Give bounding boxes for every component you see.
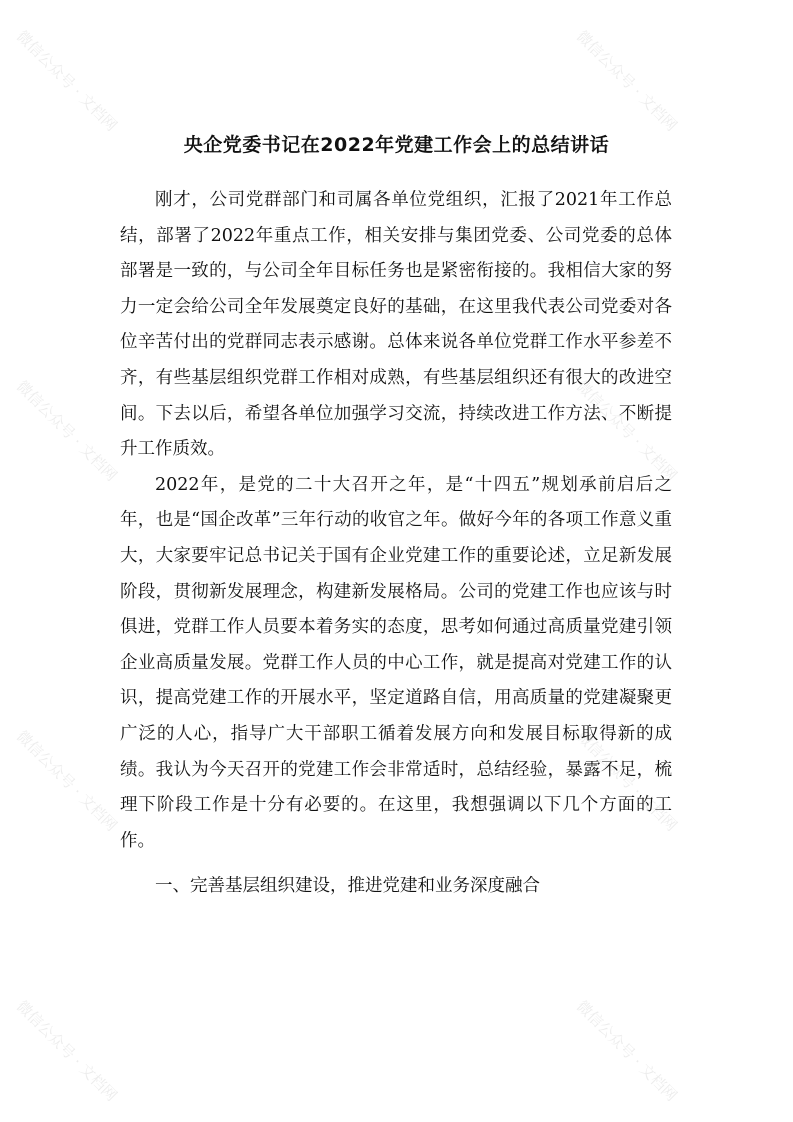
watermark: 微信公众号 · 文档网	[572, 997, 681, 1105]
document-body	[120, 183, 672, 905]
body-paragraph: 2022年，是党的二十大召开之年，是“十四五”规划承前启后之年，也是“国企改革”三年行动的收官之年。做好今年的各项工作意义重大，大家要牢记总书记关于国有企业党建工作的重要论述，立足新发展阶段，贯彻新发展理念，构建新发展格局。公司的党建工作也应该与时俱进，党群工作人员要本着务实的态度，思考如何通过高质量党建引领企业高质量发展。党群工作人员的中心工作，就是提高对党建工作的认识，提高党建工作的开展水平，坚定道路自信，用高质量的党建凝聚更广泛的人心，指导广大干部职工循着发展方向和发展目标取得新的成绩。我认为今天召开的党建工作会非常适时，总结经验，暴露不足，梳理下阶段工作是十分有必要的。在这里，我想强调以下几个方面的工作。	[120, 474, 672, 851]
watermark: 微信公众号 · 文档网	[572, 377, 681, 485]
body-paragraph: 刚才，公司党群部门和司属各单位党组织，汇报了2021年工作总结，部署了2022年重点工作，相关安排与集团党委、公司党委的总体部署是一致的，与公司全年目标任务也是紧密衔接的。我相信大家的努力一定会给公司全年发展奠定良好的基础，在这里我代表公司党委对各位辛苦付出的党群同志表示感谢。总体来说各单位党群工作水平参差不齐，有些基层组织党群工作相对成熟，有些基层组织还有很大的改进空间。下去以后，希望各单位加强学习交流，持续改进工作方法、不断提升工作质效。	[120, 190, 672, 460]
section-heading: 一、完善基层组织建设，推进党建和业务深度融合	[155, 876, 540, 897]
watermark: 微信公众号 · 文档网	[12, 727, 121, 835]
watermark: 微信公众号 · 文档网	[572, 27, 681, 135]
watermark: 微信公众号 · 文档网	[572, 727, 681, 835]
watermark: 微信公众号 · 文档网	[12, 997, 121, 1105]
watermark: 微信公众号 · 文档网	[12, 27, 121, 135]
watermark: 微信公众号 · 文档网	[12, 377, 121, 485]
document-title: 央企党委书记在2022年党建工作会上的总结讲话	[183, 134, 610, 156]
